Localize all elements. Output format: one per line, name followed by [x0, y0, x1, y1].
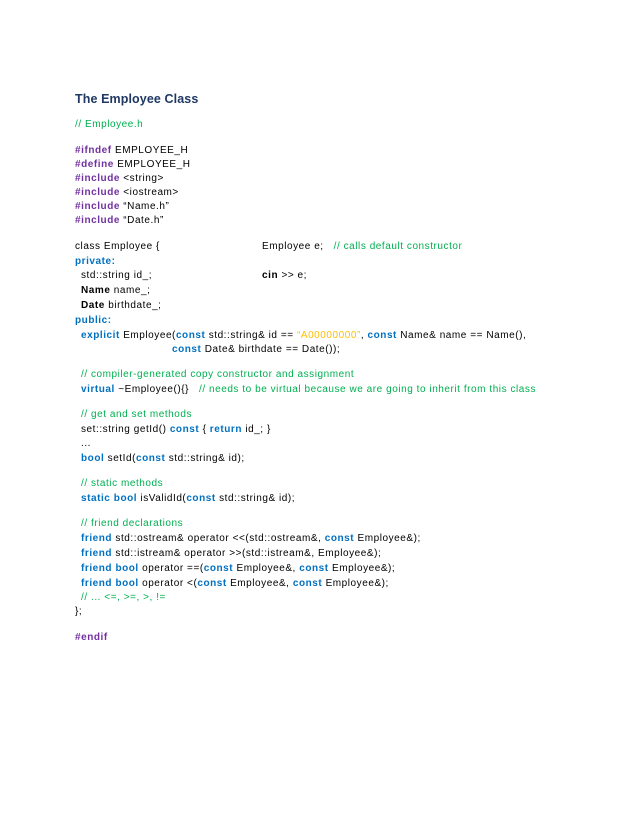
- code-text: Name& name == Name(),: [396, 330, 527, 341]
- string-literal: “A00000000”: [296, 330, 361, 341]
- directive-keyword: #include: [75, 215, 120, 226]
- member-id-line: std::string id_;: [81, 270, 153, 281]
- document-title: The Employee Class: [75, 92, 199, 106]
- friend-keyword: friend: [81, 563, 113, 574]
- const-keyword: const: [135, 453, 166, 464]
- return-keyword: return: [209, 424, 242, 435]
- directive-arg: “Date.h”: [119, 215, 164, 226]
- class-close-line: };: [75, 606, 83, 617]
- bool-keyword: bool: [113, 493, 138, 504]
- include-line: [75, 200, 169, 214]
- code-text: std::string& id);: [165, 453, 245, 464]
- directive-keyword: #define: [75, 159, 114, 170]
- copy-comment: // compiler-generated copy constructor and assignment: [81, 369, 355, 380]
- member-name-line: [81, 284, 150, 298]
- code-text: std::string& id ==: [205, 330, 297, 341]
- getset-comment: // get and set methods: [81, 409, 193, 420]
- ifndef-line: [75, 144, 188, 158]
- friend-keyword: friend: [81, 533, 113, 544]
- const-keyword: const: [175, 330, 206, 341]
- ellipsis-line: ...: [81, 438, 91, 449]
- code-text: {: [199, 424, 210, 435]
- static-keyword: static: [81, 493, 111, 504]
- code-text: ~Employee(){}: [114, 384, 190, 395]
- const-keyword: const: [197, 578, 227, 589]
- define-line: [75, 158, 191, 172]
- code-text: std::ostream& operator <<(std::ostream&,: [112, 533, 325, 544]
- directive-arg: <iostream>: [119, 187, 179, 198]
- virtual-keyword: virtual: [81, 384, 115, 395]
- directive-keyword: #include: [75, 201, 120, 212]
- getid-line: [81, 423, 271, 437]
- friend-keyword: friend: [81, 548, 113, 559]
- side-comment: // calls default constructor: [323, 241, 463, 252]
- code-text: id_; }: [241, 424, 271, 435]
- const-keyword: const: [299, 563, 329, 574]
- static-comment: // static methods: [81, 478, 164, 489]
- include-line: [75, 214, 164, 228]
- bool-keyword: bool: [115, 578, 139, 589]
- const-keyword: const: [324, 533, 355, 544]
- code-text: isValidId(: [137, 493, 187, 504]
- constructor-line-1: [81, 329, 526, 343]
- directive-keyword: #include: [75, 173, 120, 184]
- code-text: Employee&);: [354, 533, 421, 544]
- type-name: Name: [81, 285, 111, 296]
- member-date-line: [81, 299, 162, 313]
- directive-arg: <string>: [119, 173, 164, 184]
- public-label: public:: [75, 315, 112, 326]
- member-name: birthdate_;: [104, 300, 162, 311]
- class-head-line: class Employee {: [75, 241, 160, 252]
- code-text: std::istream& operator >>(std::istream&, Employee&);: [112, 548, 382, 559]
- code-text: Employee&,: [226, 578, 293, 589]
- friend-comment: // friend declarations: [81, 518, 184, 529]
- const-keyword: const: [186, 493, 216, 504]
- friend-equals-line: [81, 562, 395, 576]
- explicit-keyword: explicit: [81, 330, 120, 341]
- code-text: Employee&,: [233, 563, 300, 574]
- setid-line: [81, 452, 245, 466]
- code-text: Employee&);: [322, 578, 389, 589]
- directive-arg: EMPLOYEE_H: [113, 159, 191, 170]
- const-keyword: const: [169, 424, 200, 435]
- directive-arg: EMPLOYEE_H: [111, 145, 189, 156]
- code-text: std::string& id);: [215, 493, 296, 504]
- type-name: Date: [81, 300, 105, 311]
- code-text: ,: [360, 330, 368, 341]
- friend-istream-line: [81, 547, 381, 561]
- friend-ostream-line: [81, 532, 421, 546]
- member-name: name_;: [110, 285, 151, 296]
- constructor-line-2: [172, 343, 340, 357]
- code-text: set::string getId(): [81, 424, 170, 435]
- private-label: private:: [75, 256, 116, 267]
- code-text: setId(: [104, 453, 136, 464]
- const-keyword: const: [367, 330, 397, 341]
- code-text: operator ==(: [138, 563, 204, 574]
- side-declaration: Employee e;: [262, 241, 324, 252]
- code-text: Employee(: [119, 330, 176, 341]
- bool-keyword: bool: [81, 453, 105, 464]
- side-cin-line: [262, 269, 307, 283]
- directive-keyword: #ifndef: [75, 145, 112, 156]
- include-line: [75, 186, 179, 200]
- isvalid-line: [81, 492, 295, 506]
- code-text: Employee&);: [328, 563, 396, 574]
- friend-keyword: friend: [81, 578, 113, 589]
- include-line: [75, 172, 164, 186]
- endif-line: #endif: [75, 632, 108, 643]
- cin-rest: >> e;: [278, 270, 307, 281]
- const-keyword: const: [292, 578, 323, 589]
- bool-keyword: bool: [115, 563, 139, 574]
- directive-keyword: #include: [75, 187, 120, 198]
- friend-less-line: [81, 577, 389, 591]
- code-text: Date& birthdate == Date());: [201, 344, 341, 355]
- operators-comment: // ... <=, >=, >, !=: [81, 592, 166, 603]
- const-keyword: const: [203, 563, 234, 574]
- cin-keyword: cin: [262, 270, 279, 281]
- header-comment: // Employee.h: [75, 119, 144, 130]
- side-declaration-line: [262, 240, 462, 254]
- const-keyword: const: [172, 344, 202, 355]
- destructor-line: [81, 383, 536, 397]
- virtual-comment: // needs to be virtual because we are going to inherit from this class: [189, 384, 536, 395]
- code-text: operator <(: [138, 578, 198, 589]
- directive-arg: “Name.h”: [119, 201, 170, 212]
